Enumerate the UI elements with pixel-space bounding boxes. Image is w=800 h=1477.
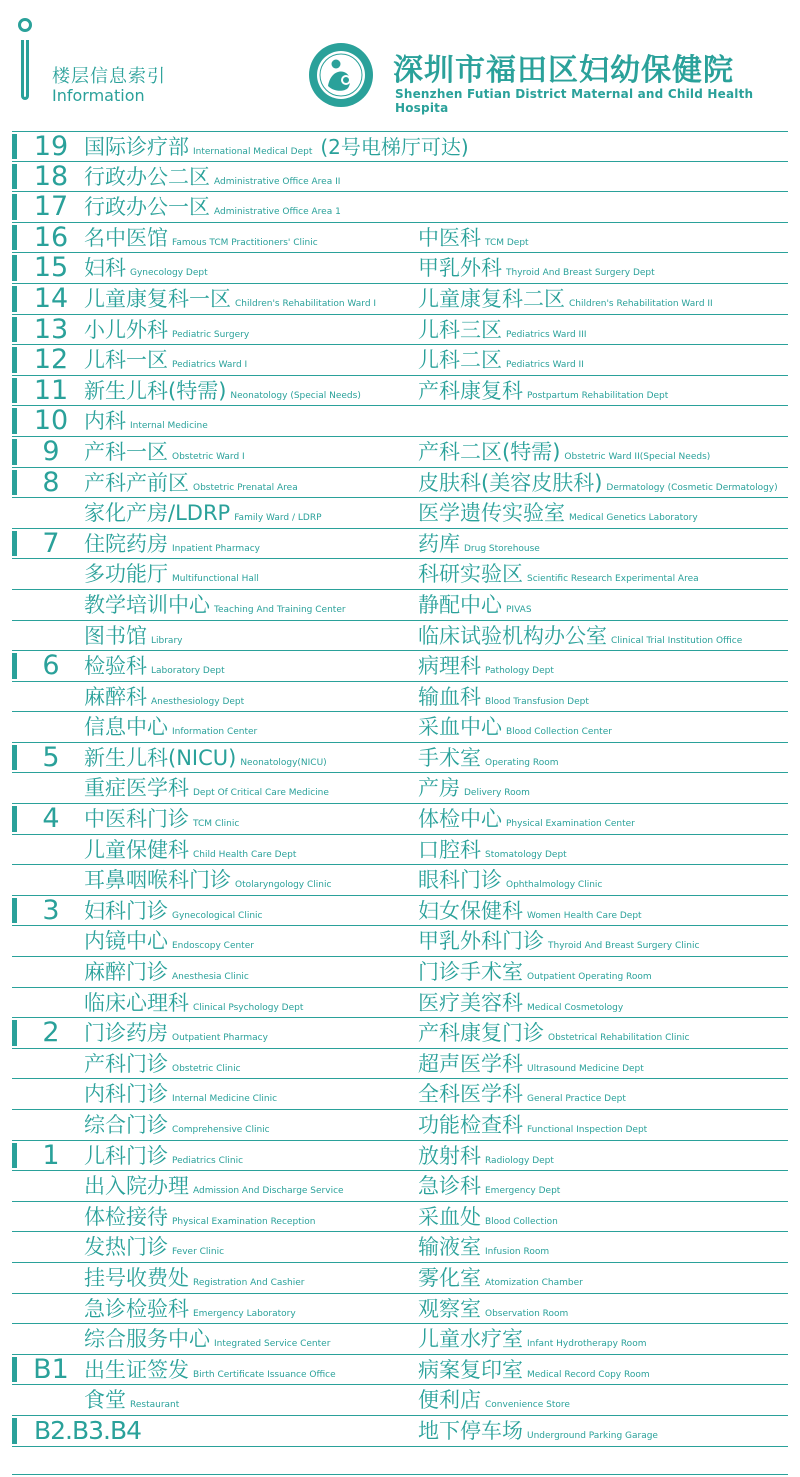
department-name-en: Multifunctional Hall [172, 574, 259, 585]
floor-row [12, 682, 788, 713]
department-name-zh: 产科二区(特需) [418, 439, 561, 464]
floor-row [12, 498, 788, 529]
floor-row [12, 1324, 788, 1355]
floor-marker-bar [12, 255, 17, 281]
department-name-en: Pediatrics Ward I [172, 360, 248, 371]
department-name-en: TCM Clinic [193, 819, 240, 830]
department-name-zh: 科研实验区 [418, 562, 523, 587]
floor-row [12, 804, 788, 835]
floor-number: 2 [42, 1017, 60, 1049]
department-name-zh: 内科门诊 [84, 1082, 168, 1107]
department-name-en: Functional Inspection Dept [527, 1125, 648, 1135]
department-name-zh: 急诊检验科 [84, 1296, 189, 1321]
department-name-en: Thyroid And Breast Surgery Clinic [548, 941, 700, 952]
floor-marker-bar [12, 898, 17, 924]
floor-row [12, 559, 788, 590]
department-name-zh: 图书馆 [84, 623, 147, 648]
department-name-zh: 甲乳外科门诊 [418, 929, 544, 954]
department-name-zh: 体检接待 [84, 1204, 168, 1229]
department-name-en: Postpartum Rehabilitation Dept [527, 390, 669, 401]
floor-row [12, 1018, 788, 1049]
department-name-zh: 内科 [84, 409, 126, 434]
floor-number: 19 [33, 131, 69, 162]
department-name-en: Medical Cosmetology [527, 1002, 624, 1013]
department-name-zh: 病理科 [418, 654, 481, 679]
department-name-en: Pathology Dept [485, 666, 554, 677]
department-name-zh: 输液室 [418, 1235, 481, 1260]
department-name-en: Infusion Room [485, 1247, 550, 1258]
department-name-zh: 出入院办理 [84, 1174, 189, 1199]
department-name-en: Outpatient Pharmacy [172, 1033, 268, 1044]
department-name-zh: 中医科门诊 [84, 807, 189, 832]
department-name-zh: 儿科门诊 [84, 1143, 168, 1168]
department-name-en: Neonatology (Special Needs) [230, 390, 361, 401]
department-name-en: Underground Parking Garage [527, 1430, 658, 1441]
floor-row [12, 590, 788, 621]
header [0, 0, 800, 125]
department-name-en: Fever Clinic [172, 1247, 225, 1258]
department-name-zh: 便利店 [418, 1388, 481, 1413]
department-name-zh: 口腔科 [418, 837, 481, 862]
department-name-zh: 儿童康复科一区 [84, 286, 231, 311]
floor-marker-bar [12, 134, 17, 159]
department-name-en: Administrative Office Area 1 [214, 207, 341, 218]
floor-row [12, 773, 788, 804]
info-icon [14, 18, 42, 104]
department-name-en: Blood Collection [485, 1216, 558, 1227]
floor-number: B1 [33, 1353, 69, 1385]
department-name-zh: 妇科门诊 [84, 898, 168, 923]
department-name-zh: 家化产房/LDRP [84, 501, 231, 526]
department-name-zh: 药库 [418, 531, 460, 556]
department-name-zh: 地下停车场 [418, 1418, 523, 1443]
floor-row [12, 1049, 788, 1080]
department-name-en: Restaurant [130, 1400, 180, 1411]
department-name-en: Dept Of Critical Care Medicine [193, 788, 329, 799]
department-name-en: Physical Examination Reception [172, 1216, 316, 1227]
floor-marker-bar [12, 1418, 17, 1444]
floor-marker-bar [12, 408, 17, 434]
department-name-zh: 小儿外科 [84, 317, 168, 342]
department-name-zh: 儿童康复科二区 [418, 286, 565, 311]
floor-row [12, 406, 788, 437]
department-name-en: Otolaryngology Clinic [235, 880, 332, 891]
department-name-zh: 挂号收费处 [84, 1265, 189, 1290]
floor-marker-bar [12, 653, 17, 679]
floor-marker-bar [12, 1020, 17, 1046]
floor-marker-bar [12, 439, 17, 465]
department-name-zh: 门诊药房 [84, 1021, 168, 1046]
floor-number: 14 [33, 282, 69, 314]
department-name-en: Medical Record Copy Room [527, 1369, 650, 1380]
department-name-en: Operating Room [485, 757, 559, 768]
department-name-en: Internal Medicine [130, 421, 208, 432]
department-name-zh: 皮肤科(美容皮肤科) [418, 470, 603, 495]
department-name-en: Blood Collection Center [506, 727, 612, 738]
department-name-zh: 内镜中心 [84, 929, 168, 954]
department-name-zh: 采血中心 [418, 715, 502, 740]
department-name-en: Pediatric Surgery [172, 329, 250, 340]
department-name-en: Observation Room [485, 1308, 569, 1319]
floor-row [12, 988, 788, 1019]
department-name-en: Obstetrical Rehabilitation Clinic [548, 1033, 690, 1044]
department-name-zh: 麻醉科 [84, 684, 147, 709]
floor-row [12, 284, 788, 315]
department-name-en: Integrated Service Center [214, 1339, 331, 1350]
floor-number: 10 [33, 405, 69, 437]
department-name-en: Pediatrics Ward II [506, 360, 584, 371]
floor-row [12, 1416, 788, 1447]
floor-marker-bar [12, 806, 17, 832]
floor-number: 18 [33, 160, 69, 192]
department-name-zh: 急诊科 [418, 1174, 481, 1199]
department-name-en: Obstetric Ward II(Special Needs) [564, 451, 711, 462]
department-name-en: Anesthesiology Dept [151, 696, 245, 707]
department-name-en: Children's Rehabilitation Ward II [569, 298, 713, 309]
floor-row [12, 253, 788, 284]
floor-number: 9 [42, 435, 60, 467]
department-name-zh: 行政办公二区 [84, 164, 210, 189]
department-name-zh: 临床心理科 [84, 990, 189, 1015]
department-name-zh: 功能检查科 [418, 1113, 523, 1137]
department-name-zh: 儿科二区 [418, 348, 502, 373]
department-name-zh: 信息中心 [84, 715, 168, 740]
department-name-en: Thyroid And Breast Surgery Dept [506, 268, 655, 279]
floor-directory [12, 131, 788, 1447]
floor-marker-bar [12, 378, 17, 404]
department-name-en: Administrative Office Area II [214, 176, 341, 187]
department-name-zh: 产科康复科 [418, 378, 523, 403]
floor-number: 5 [42, 741, 60, 773]
department-name-en: Stomatology Dept [485, 849, 567, 860]
floor-row [12, 712, 788, 743]
floor-marker-bar [12, 470, 17, 496]
department-name-zh: 新生儿科(NICU) [84, 745, 237, 770]
department-name-en: Atomization Chamber [485, 1277, 583, 1288]
department-name-en: Radiology Dept [485, 1155, 554, 1166]
department-name-zh: 甲乳外科 [418, 256, 502, 281]
hospital-logo-icon [308, 42, 374, 108]
department-name-zh: 名中医馆 [84, 225, 168, 250]
floor-row [12, 345, 788, 376]
floor-row [12, 1294, 788, 1325]
department-name-en: Emergency Laboratory [193, 1308, 296, 1319]
department-name-zh: 病案复印室 [418, 1357, 523, 1382]
department-name-en: Famous TCM Practitioners' Clinic [172, 237, 318, 248]
floor-marker-bar [12, 225, 17, 251]
floor-number: 8 [42, 466, 60, 498]
department-name-zh: 门诊手术室 [418, 960, 523, 985]
department-name-zh: 全科医学科 [418, 1082, 523, 1107]
department-name-zh: 妇科 [84, 256, 126, 281]
department-name-zh: 住院药房 [84, 531, 168, 556]
department-name-zh: 医疗美容科 [418, 990, 523, 1015]
department-name-zh: 多功能厅 [84, 562, 168, 587]
department-name-en: Clinical Psychology Dept [193, 1002, 304, 1013]
department-name-en: Inpatient Pharmacy [172, 543, 260, 554]
floor-row [12, 192, 788, 223]
department-name-zh: 综合门诊 [84, 1113, 168, 1137]
department-name-en: Internal Medicine Clinic [172, 1094, 278, 1105]
department-name-en: Birth Certificate Issuance Office [193, 1369, 336, 1380]
department-name-en: Anesthesia Clinic [172, 972, 249, 983]
department-name-en: Drug Storehouse [464, 543, 540, 554]
floor-number: 7 [42, 527, 60, 559]
department-name-en: Comprehensive Clinic [172, 1125, 270, 1135]
department-name-en: Blood Transfusion Dept [485, 696, 589, 707]
floor-number: 1 [42, 1139, 60, 1171]
department-name-en: Outpatient Operating Room [527, 972, 652, 983]
department-name-zh: 临床试验机构办公室 [418, 623, 607, 648]
department-name-zh: 超声医学科 [418, 1051, 523, 1076]
floor-row [12, 1171, 788, 1202]
department-name-en: Scientific Research Experimental Area [527, 574, 699, 585]
department-name-en: Library [151, 635, 183, 646]
floor-marker-bar [12, 286, 17, 312]
department-name-en: Infant Hydrotherapy Room [527, 1339, 647, 1350]
department-name-en: Delivery Room [464, 788, 530, 799]
department-name-en: Dermatology (Cosmetic Dermatology) [606, 482, 778, 493]
department-name-zh: 产科产前区 [84, 470, 189, 495]
elevator-note: (2号电梯厅可达) [320, 135, 469, 159]
department-name-zh: 产科门诊 [84, 1051, 168, 1076]
department-name-en: Family Ward / LDRP [234, 513, 322, 524]
department-name-en: Pediatrics Ward III [506, 329, 587, 340]
floor-row [12, 1141, 788, 1172]
department-name-zh: 检验科 [84, 654, 147, 679]
department-name-zh: 观察室 [418, 1296, 481, 1321]
hospital-name-zh: 深圳市福田区妇幼保健院 [393, 53, 734, 88]
department-name-zh: 国际诊疗部 [84, 135, 189, 159]
department-name-en: Neonatology(NICU) [240, 757, 327, 768]
department-entry [418, 1416, 658, 1451]
department-name-en: Admission And Discharge Service [193, 1186, 344, 1197]
department-name-en: Children's Rehabilitation Ward I [235, 298, 377, 309]
floor-number: B2.B3.B4 [34, 1415, 142, 1445]
floor-number: 17 [33, 191, 69, 223]
floor-number: 4 [42, 803, 60, 835]
department-name-en: Ophthalmology Clinic [506, 880, 603, 891]
department-name-en: Gynecological Clinic [172, 910, 263, 921]
department-name-zh: 采血处 [418, 1204, 481, 1229]
department-name-zh: 产科一区 [84, 439, 168, 464]
department-name-zh: 新生儿科(特需) [84, 378, 227, 403]
department-name-zh: 儿科三区 [418, 317, 502, 342]
floor-number: 16 [33, 221, 69, 253]
floor-row [12, 437, 788, 468]
floor-row [12, 1355, 788, 1386]
floor-row [12, 1202, 788, 1233]
department-name-en: Information Center [172, 727, 258, 738]
floor-row [12, 468, 788, 499]
department-name-en: Convenience Store [485, 1400, 570, 1411]
department-name-en: Clinical Trial Institution Office [611, 635, 743, 646]
department-name-zh: 眼科门诊 [418, 868, 502, 893]
department-name-en: Obstetric Prenatal Area [193, 482, 298, 493]
floor-row [12, 621, 788, 652]
department-name-en: International Medical Dept [193, 147, 313, 157]
department-name-zh: 食堂 [84, 1388, 126, 1413]
department-name-en: Registration And Cashier [193, 1277, 305, 1288]
floor-row [12, 223, 788, 254]
department-name-zh: 综合服务中心 [84, 1327, 210, 1352]
floor-number: 15 [33, 252, 69, 284]
department-name-en: Emergency Dept [485, 1186, 561, 1197]
floor-row [12, 376, 788, 407]
department-name-zh: 放射科 [418, 1143, 481, 1168]
divider [12, 1474, 788, 1475]
department-name-zh: 重症医学科 [84, 776, 189, 801]
department-name-zh: 耳鼻咽喉科门诊 [84, 868, 231, 893]
floor-row [12, 131, 788, 162]
department-name-en: Endoscopy Center [172, 941, 254, 952]
department-name-zh: 儿童水疗室 [418, 1327, 523, 1352]
floor-marker-bar [12, 1357, 17, 1383]
floor-marker-bar [12, 347, 17, 373]
floor-row [12, 1079, 788, 1110]
department-name-zh: 静配中心 [418, 592, 502, 617]
department-name-en: Women Health Care Dept [527, 910, 642, 921]
floor-row [12, 1263, 788, 1294]
department-name-en: Gynecology Dept [130, 268, 208, 279]
floor-row [12, 1110, 788, 1141]
floor-row [12, 743, 788, 774]
department-name-zh: 手术室 [418, 745, 481, 770]
info-title-en: Information [52, 86, 145, 105]
department-name-zh: 行政办公一区 [84, 195, 210, 220]
department-name-en: Obstetric Ward I [172, 451, 245, 462]
floor-marker-bar [12, 194, 17, 220]
floor-row [12, 1385, 788, 1416]
floor-row [12, 651, 788, 682]
department-name-zh: 中医科 [418, 225, 481, 250]
department-name-en: General Practice Dept [527, 1094, 626, 1105]
department-name-zh: 体检中心 [418, 807, 502, 832]
department-name-zh: 医学遗传实验室 [418, 501, 565, 526]
department-name-en: TCM Dept [485, 237, 529, 248]
floor-marker-bar [12, 745, 17, 771]
department-name-zh: 输血科 [418, 684, 481, 709]
floor-row [12, 162, 788, 193]
department-name-zh: 教学培训中心 [84, 592, 210, 617]
department-name-zh: 儿科一区 [84, 348, 168, 373]
floor-number: 12 [33, 344, 69, 376]
department-name-zh: 出生证签发 [84, 1357, 189, 1382]
floor-row [12, 865, 788, 896]
department-name-en: PIVAS [506, 604, 532, 615]
department-name-en: Ultrasound Medicine Dept [527, 1063, 644, 1074]
department-name-en: Medical Genetics Laboratory [569, 513, 698, 524]
department-name-en: Laboratory Dept [151, 666, 225, 677]
floor-row [12, 315, 788, 346]
floor-number: 6 [42, 650, 60, 682]
floor-marker-bar [12, 1143, 17, 1169]
floor-number: 13 [33, 313, 69, 345]
floor-row [12, 1232, 788, 1263]
floor-marker-bar [12, 531, 17, 557]
floor-row [12, 957, 788, 988]
floor-row [12, 529, 788, 560]
info-title-zh: 楼层信息索引 [52, 66, 166, 87]
floor-marker-bar [12, 317, 17, 343]
department-name-zh: 妇女保健科 [418, 898, 523, 923]
department-name-en: Teaching And Training Center [214, 604, 346, 615]
floor-number: 11 [33, 374, 69, 406]
floor-row [12, 896, 788, 927]
department-name-zh: 产科康复门诊 [418, 1021, 544, 1046]
department-name-en: Physical Examination Center [506, 819, 635, 830]
department-name-en: Child Health Care Dept [193, 849, 297, 860]
department-name-zh: 雾化室 [418, 1265, 481, 1290]
hospital-name-en: Shenzhen Futian District Maternal and Child Health Hospita [395, 87, 754, 115]
department-name-zh: 发热门诊 [84, 1235, 168, 1260]
department-name-zh: 儿童保健科 [84, 837, 189, 862]
floor-row [12, 926, 788, 957]
floor-number: 3 [42, 894, 60, 926]
floor-marker-bar [12, 164, 17, 190]
department-name-en: Obstetric Clinic [172, 1063, 241, 1074]
floor-row [12, 835, 788, 866]
department-name-en: Pediatrics Clinic [172, 1155, 244, 1166]
department-name-zh: 麻醉门诊 [84, 960, 168, 985]
department-name-zh: 产房 [418, 776, 460, 801]
